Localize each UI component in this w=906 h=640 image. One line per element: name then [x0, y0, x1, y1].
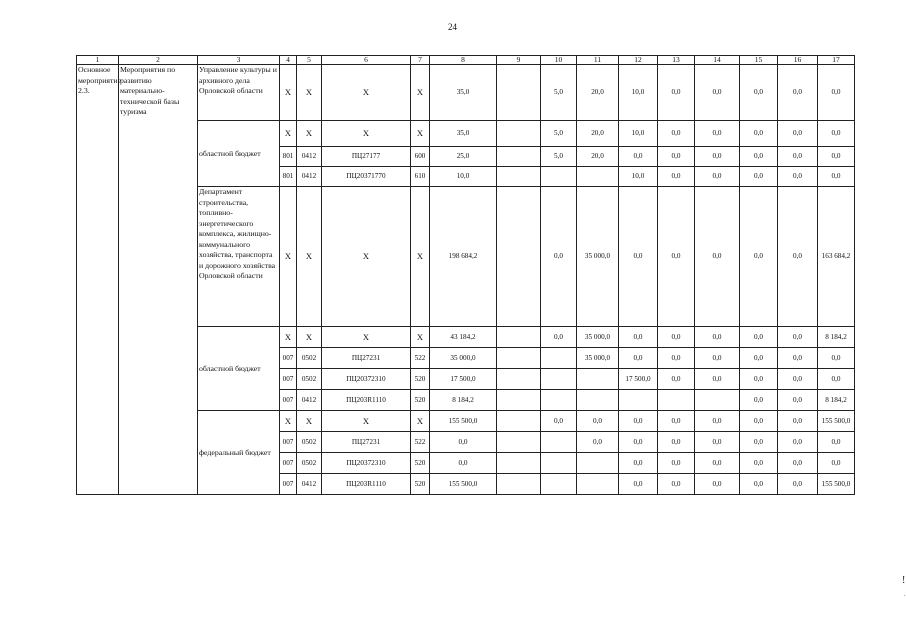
value-cell: 155 500,0 — [818, 474, 855, 495]
value-cell: 35 000,0 — [577, 327, 619, 348]
value-cell: 0,0 — [818, 369, 855, 390]
value-cell: 0,0 — [658, 369, 695, 390]
value-cell: 0,0 — [541, 327, 577, 348]
value-cell: X — [411, 187, 430, 327]
value-cell: 0,0 — [740, 432, 778, 453]
value-cell: 0,0 — [577, 432, 619, 453]
value-cell: 0,0 — [619, 411, 658, 432]
value-cell — [497, 474, 541, 495]
value-cell: X — [411, 327, 430, 348]
value-cell: 610 — [411, 167, 430, 187]
value-cell — [577, 167, 619, 187]
value-cell: 0,0 — [695, 147, 740, 167]
value-cell: 0,0 — [619, 327, 658, 348]
value-cell: 0412 — [297, 474, 322, 495]
value-cell: 0,0 — [740, 147, 778, 167]
value-cell: 522 — [411, 348, 430, 369]
value-cell: X — [322, 411, 411, 432]
value-cell — [541, 432, 577, 453]
header-row — [77, 56, 855, 65]
value-cell: 0,0 — [778, 167, 818, 187]
value-cell: 0502 — [297, 369, 322, 390]
value-cell: 0,0 — [658, 327, 695, 348]
header-cell: 6 — [322, 56, 411, 65]
value-cell: 0,0 — [658, 65, 695, 121]
value-cell — [497, 369, 541, 390]
value-cell: 0,0 — [619, 432, 658, 453]
value-cell: 0,0 — [740, 167, 778, 187]
value-cell — [497, 411, 541, 432]
value-cell: 0,0 — [740, 474, 778, 495]
header-cell: 7 — [411, 56, 430, 65]
value-cell: 0,0 — [695, 369, 740, 390]
value-cell: X — [411, 65, 430, 121]
value-cell — [541, 369, 577, 390]
value-cell: X — [297, 327, 322, 348]
value-cell: 0,0 — [577, 411, 619, 432]
value-cell: 163 684,2 — [818, 187, 855, 327]
value-cell: 20,0 — [577, 65, 619, 121]
value-cell: 0,0 — [740, 121, 778, 147]
header-cell: 8 — [430, 56, 497, 65]
value-cell: ПЦ27231 — [322, 348, 411, 369]
value-cell: 0,0 — [658, 121, 695, 147]
executor-name: Департамент строительства, топливно-энергетического комплекса, жилищно-коммунального хозяйства, транспорта и дорожного хозяйства Орловской области — [198, 187, 280, 327]
budget-source: областной бюджет — [198, 121, 280, 187]
value-cell: 0,0 — [658, 147, 695, 167]
value-cell: 0,0 — [658, 187, 695, 327]
value-cell: 0,0 — [818, 453, 855, 474]
value-cell: 155 500,0 — [430, 411, 497, 432]
measure-title: Основное мероприятие 2.3. — [77, 65, 119, 495]
value-cell: 520 — [411, 390, 430, 411]
value-cell: 0,0 — [818, 65, 855, 121]
value-cell: X — [280, 327, 297, 348]
executor-row — [77, 65, 855, 121]
value-cell: 0,0 — [619, 348, 658, 369]
value-cell: 0,0 — [778, 147, 818, 167]
value-cell: 520 — [411, 453, 430, 474]
value-cell — [497, 432, 541, 453]
value-cell: X — [297, 411, 322, 432]
value-cell: 801 — [280, 147, 297, 167]
value-cell: 0,0 — [740, 348, 778, 369]
value-cell: 8 184,2 — [818, 327, 855, 348]
value-cell: 0,0 — [695, 411, 740, 432]
value-cell: X — [280, 65, 297, 121]
value-cell: 20,0 — [577, 147, 619, 167]
value-cell: ПЦ20371770 — [322, 167, 411, 187]
value-cell: 007 — [280, 432, 297, 453]
header-cell: 15 — [740, 56, 778, 65]
value-cell: 0,0 — [658, 167, 695, 187]
value-cell: 0,0 — [695, 474, 740, 495]
value-cell: ПЦ27231 — [322, 432, 411, 453]
value-cell: 0,0 — [740, 327, 778, 348]
value-cell — [658, 390, 695, 411]
value-cell — [497, 327, 541, 348]
value-cell: 0,0 — [778, 411, 818, 432]
value-cell: 0502 — [297, 453, 322, 474]
header-cell: 3 — [198, 56, 280, 65]
value-cell: 0,0 — [658, 474, 695, 495]
header-cell: 10 — [541, 56, 577, 65]
value-cell: X — [411, 121, 430, 147]
value-cell: 5,0 — [541, 65, 577, 121]
value-cell: 0,0 — [818, 147, 855, 167]
value-cell: 0,0 — [778, 432, 818, 453]
value-cell: 0,0 — [818, 167, 855, 187]
value-cell: X — [280, 121, 297, 147]
value-cell: 8 184,2 — [818, 390, 855, 411]
value-cell — [541, 474, 577, 495]
value-cell: 007 — [280, 453, 297, 474]
value-cell: 0,0 — [658, 453, 695, 474]
value-cell: 0,0 — [541, 411, 577, 432]
value-cell: 0412 — [297, 390, 322, 411]
header-cell: 2 — [119, 56, 198, 65]
value-cell: X — [297, 65, 322, 121]
value-cell: 0,0 — [695, 348, 740, 369]
value-cell: ПЦ20372310 — [322, 453, 411, 474]
value-cell: 155 500,0 — [818, 411, 855, 432]
value-cell: 0,0 — [695, 327, 740, 348]
value-cell: 0,0 — [658, 348, 695, 369]
value-cell — [497, 348, 541, 369]
value-cell: X — [322, 327, 411, 348]
value-cell: 0,0 — [695, 453, 740, 474]
value-cell: 801 — [280, 167, 297, 187]
value-cell: 155 500,0 — [430, 474, 497, 495]
value-cell: 007 — [280, 390, 297, 411]
value-cell: 8 184,2 — [430, 390, 497, 411]
value-cell — [541, 453, 577, 474]
value-cell — [577, 474, 619, 495]
header-cell: 16 — [778, 56, 818, 65]
value-cell: 43 184,2 — [430, 327, 497, 348]
value-cell — [497, 167, 541, 187]
header-cell: 5 — [297, 56, 322, 65]
value-cell: 25,0 — [430, 147, 497, 167]
value-cell: 0,0 — [778, 187, 818, 327]
value-cell: X — [280, 411, 297, 432]
value-cell: 0,0 — [541, 187, 577, 327]
value-cell — [695, 390, 740, 411]
value-cell: 0,0 — [778, 474, 818, 495]
value-cell: X — [297, 121, 322, 147]
value-cell: 0,0 — [695, 167, 740, 187]
value-cell: 520 — [411, 474, 430, 495]
value-cell: 0,0 — [658, 432, 695, 453]
header-cell: 13 — [658, 56, 695, 65]
value-cell — [541, 348, 577, 369]
value-cell: 0,0 — [818, 121, 855, 147]
value-cell — [497, 121, 541, 147]
value-cell: 0,0 — [778, 369, 818, 390]
header-cell: 1 — [77, 56, 119, 65]
measure-name: Мероприятия по развитию материально-технической базы туризма — [119, 65, 198, 495]
value-cell: 0,0 — [619, 147, 658, 167]
value-cell: 007 — [280, 474, 297, 495]
value-cell: 0,0 — [740, 187, 778, 327]
value-cell: ПЦ20372310 — [322, 369, 411, 390]
value-cell: X — [280, 187, 297, 327]
value-cell: X — [322, 187, 411, 327]
value-cell: 0,0 — [740, 65, 778, 121]
value-cell: ПЦ203R1110 — [322, 474, 411, 495]
header-cell: 11 — [577, 56, 619, 65]
value-cell: 0502 — [297, 348, 322, 369]
value-cell: 0,0 — [778, 390, 818, 411]
value-cell: 10,0 — [430, 167, 497, 187]
value-cell — [541, 167, 577, 187]
value-cell: X — [322, 121, 411, 147]
value-cell: 35 000,0 — [577, 348, 619, 369]
value-cell: 600 — [411, 147, 430, 167]
value-cell: 0,0 — [619, 187, 658, 327]
header-cell: 9 — [497, 56, 541, 65]
value-cell: 10,0 — [619, 167, 658, 187]
value-cell: 17 500,0 — [430, 369, 497, 390]
value-cell: 0,0 — [430, 453, 497, 474]
value-cell — [577, 390, 619, 411]
value-cell — [497, 147, 541, 167]
value-cell — [577, 369, 619, 390]
budget-source: федеральный бюджет — [198, 411, 280, 495]
value-cell: 0,0 — [740, 390, 778, 411]
value-cell: 17 500,0 — [619, 369, 658, 390]
value-cell — [577, 453, 619, 474]
value-cell — [497, 453, 541, 474]
value-cell — [619, 390, 658, 411]
value-cell: 10,0 — [619, 65, 658, 121]
value-cell: 0,0 — [778, 348, 818, 369]
value-cell: 0,0 — [778, 121, 818, 147]
value-cell: 0,0 — [778, 327, 818, 348]
page-number: 24 — [448, 22, 457, 32]
value-cell: 520 — [411, 369, 430, 390]
value-cell: 10,0 — [619, 121, 658, 147]
value-cell: 0502 — [297, 432, 322, 453]
value-cell: 0,0 — [818, 432, 855, 453]
budget-source: областной бюджет — [198, 327, 280, 411]
value-cell: X — [297, 187, 322, 327]
value-cell: 0,0 — [778, 453, 818, 474]
value-cell: X — [322, 65, 411, 121]
header-cell: 4 — [280, 56, 297, 65]
header-cell: 17 — [818, 56, 855, 65]
value-cell: 0,0 — [740, 369, 778, 390]
value-cell: ПЦ27177 — [322, 147, 411, 167]
value-cell: 20,0 — [577, 121, 619, 147]
value-cell: 0,0 — [695, 432, 740, 453]
value-cell: X — [411, 411, 430, 432]
value-cell: 0,0 — [619, 453, 658, 474]
value-cell: 35,0 — [430, 65, 497, 121]
value-cell — [497, 65, 541, 121]
value-cell: 007 — [280, 369, 297, 390]
executor-name: Управление культуры и архивного дела Орловской области — [198, 65, 280, 121]
value-cell: 0,0 — [658, 411, 695, 432]
value-cell: ПЦ203R1110 — [322, 390, 411, 411]
value-cell: 0,0 — [619, 474, 658, 495]
value-cell — [541, 390, 577, 411]
value-cell: 0412 — [297, 147, 322, 167]
value-cell: 0,0 — [818, 348, 855, 369]
value-cell: 0,0 — [430, 432, 497, 453]
value-cell — [497, 187, 541, 327]
value-cell: 522 — [411, 432, 430, 453]
budget-table — [76, 55, 855, 495]
value-cell: 0,0 — [695, 187, 740, 327]
header-cell: 14 — [695, 56, 740, 65]
value-cell: 35 000,0 — [430, 348, 497, 369]
margin-mark: ! — [902, 575, 906, 586]
value-cell: 35,0 — [430, 121, 497, 147]
value-cell: 0,0 — [740, 411, 778, 432]
value-cell — [497, 390, 541, 411]
margin-dot: . — [904, 592, 906, 598]
value-cell: 5,0 — [541, 147, 577, 167]
value-cell: 0,0 — [695, 65, 740, 121]
value-cell: 0,0 — [695, 121, 740, 147]
header-cell: 12 — [619, 56, 658, 65]
value-cell: 198 684,2 — [430, 187, 497, 327]
value-cell: 007 — [280, 348, 297, 369]
value-cell: 35 000,0 — [577, 187, 619, 327]
value-cell: 0,0 — [778, 65, 818, 121]
value-cell: 0,0 — [740, 453, 778, 474]
value-cell: 5,0 — [541, 121, 577, 147]
value-cell: 0412 — [297, 167, 322, 187]
